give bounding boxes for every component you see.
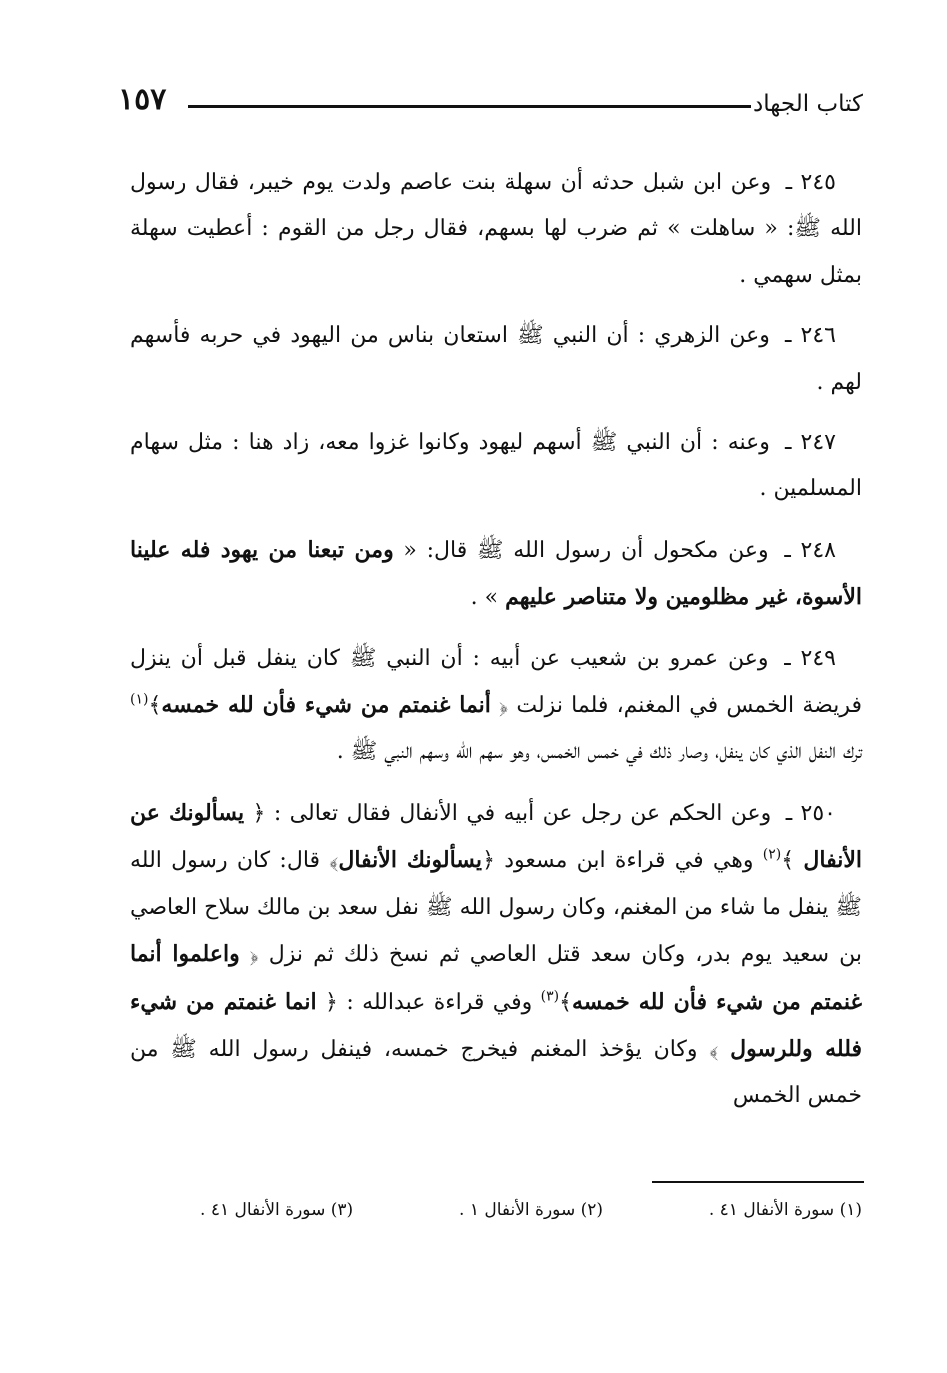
paragraph-text: وعن ابن شبل حدثه أن سهلة بنت عاصم ولدت يوم خيبر، فقال رسول الله ﷺ: « ساهلت » ثم ضرب لها بسهم، فقال رجل من القوم : أعطيت سهلة بمثل سهمي . (130, 170, 862, 288)
paragraph-text: وعن مكحول أن رسول الله ﷺ قال: « (393, 537, 769, 563)
paragraph-text: ترك النفل الذي كان ينفل، وصار ذلك في خمس الخمس، وهو سهم الله وسهم النبي ﷺ . (336, 739, 862, 765)
footnote-divider (652, 1181, 864, 1183)
paragraph-text: ﴾ (559, 989, 572, 1015)
hadith-number: ٢٤٨ ـ (784, 537, 836, 563)
quran-verse: أنما غنمتم من شيء فأن لله خمسه (161, 692, 491, 719)
paragraph-text: ﴾ (148, 693, 162, 719)
chapter-title: كتاب الجهاد (745, 88, 863, 120)
header-rule (188, 105, 751, 108)
quran-verse: يسألونك الأنفال (338, 847, 483, 874)
hadith-number: ٢٤٩ ـ (784, 645, 836, 671)
quoted-hadith: ومن تبعنا من يهود فله علينا الأسوة، غير مظلومين ولا متناصر عليهم (130, 536, 862, 611)
footnote-2: (٢) سورة الأنفال ١ . (459, 1200, 604, 1220)
paragraph-text: وهي في قراءة ابن مسعود ﴿ (482, 848, 763, 874)
footnote-ref: (١) (130, 691, 149, 708)
footnote-3: (٣) سورة الأنفال ٤١ . (200, 1200, 354, 1220)
paragraph-245 (130, 160, 862, 299)
footnotes (200, 1196, 862, 1224)
quran-verse: يسألونك عن الأنفال (130, 799, 862, 874)
page-body (130, 160, 862, 1134)
hadith-number: ٢٤٧ ـ (785, 430, 836, 456)
paragraph-text: وعن عمرو بن شعيب عن أبيه : أن النبي ﷺ كان ينفل قبل أن ينزل فريضة الخمس في المغنم، فلما نزلت ﴿ (130, 645, 862, 719)
paragraph-text: وعنه : أن النبي ﷺ أسهم ليهود وكانوا غزوا معه، زاد هنا : مثل سهام المسلمين . (130, 430, 862, 502)
page-number: ١٥٧ (118, 82, 167, 117)
hadith-number: ٢٥٠ ـ (785, 800, 836, 826)
paragraph-text: وعن الحكم عن رجل عن أبيه في الأنفال فقال تعالى : ﴿ (244, 800, 772, 826)
paragraph-text: ﴾ (781, 848, 804, 874)
quran-verse: انما غنمتم من شيء فلله وللرسول (130, 988, 862, 1062)
paragraph-text: » . (470, 585, 506, 611)
hadith-number: ٢٤٦ ـ (784, 323, 836, 349)
paragraph-text: وفي قراءة عبدالله : ﴿ (316, 989, 541, 1015)
paragraph-250 (130, 790, 862, 1120)
hadith-number: ٢٤٥ ـ (785, 170, 836, 195)
paragraph-text: ﴾ وكان يؤخذ المغنم فيخرج خمسه، فينفل رسول الله ﷺ من خمس الخمس (130, 1036, 862, 1109)
paragraph-text: وعن الزهري : أن النبي ﷺ استعان بناس من اليهود في حربه فأسهم لهم . (130, 323, 862, 395)
paragraph-247 (130, 420, 862, 513)
footnote-ref: (٢) (762, 846, 782, 863)
paragraph-text: ﴾ قال: كان رسول الله ﷺ ينفل ما شاء من المغنم، وكان رسول الله ﷺ نفل سعد بن مالك سلاح العاصي بن سعيد يوم بدر، وكان سعد قتل العاصي ثم نسخ ذلك ثم نزل ﴿ (130, 848, 862, 968)
footnote-1: (١) سورة الأنفال ٤١ . (708, 1200, 862, 1220)
page-header (118, 82, 863, 128)
footnote-ref: (٣) (540, 988, 560, 1005)
quran-verse: واعلموا أنما غنمتم من شيء فأن لله خمسه (130, 941, 862, 1015)
paragraph-248 (130, 527, 862, 622)
paragraph-246 (130, 313, 862, 406)
paragraph-249 (130, 636, 862, 776)
